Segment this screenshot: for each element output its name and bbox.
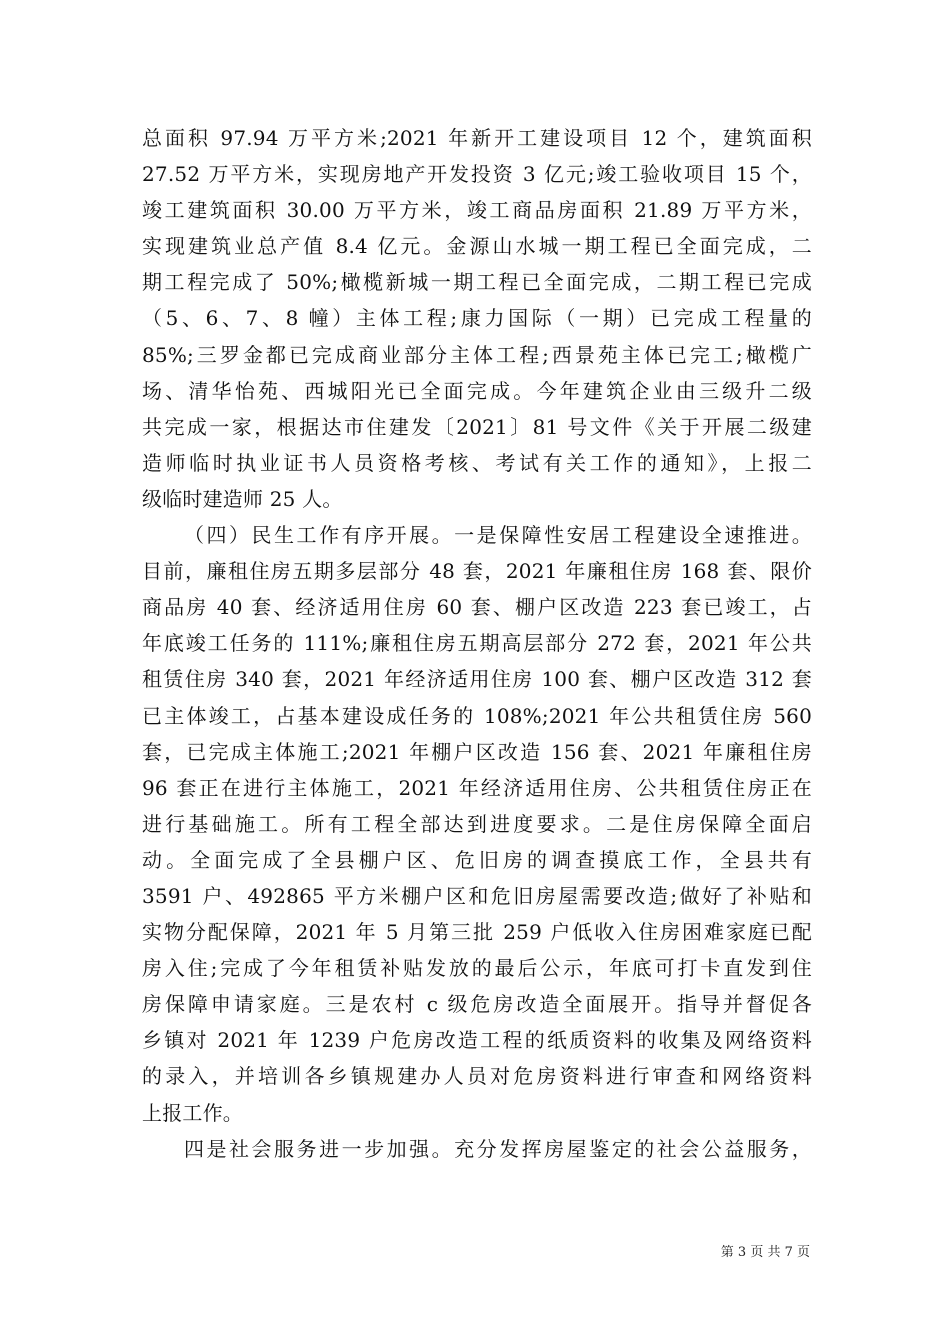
text-line: 总面积 97.94 万平方米;2021 年新开工建设项目 12 个，建筑面积 xyxy=(142,126,812,150)
text-line: 场、清华怡苑、西城阳光已全面完成。今年建筑企业由三级升二级 xyxy=(142,378,812,403)
text-line: 27.52 万平方米，实现房地产开发投资 3 亿元;竣工验收项目 15 个， xyxy=(142,162,812,187)
text-line: 乡镇对 2021 年 1239 户危房改造工程的纸质资料的收集及网络资料 xyxy=(142,1028,812,1053)
text-line: 实现建筑业总产值 8.4 亿元。金源山水城一期工程已全面完成，二 xyxy=(142,234,812,259)
text-line: 85%;三罗金都已完成商业部分主体工程;西景苑主体已完工;橄榄广 xyxy=(142,342,812,367)
text-line: 套，已完成主体施工;2021 年棚户区改造 156 套、2021 年廉租住房 xyxy=(142,739,812,764)
text-line: 四是社会服务进一步加强。充分发挥房屋鉴定的社会公益服务， xyxy=(184,1136,812,1161)
text-line: 租赁住房 340 套，2021 年经济适用住房 100 套、棚户区改造 312 套 xyxy=(142,667,812,692)
text-line: 进行基础施工。所有工程全部达到进度要求。二是住房保障全面启 xyxy=(142,811,812,836)
paragraph-livelihood-work xyxy=(142,517,812,1131)
text-line: 目前，廉租住房五期多层部分 48 套，2021 年廉租住房 168 套、限价 xyxy=(142,559,812,584)
text-line: 造师临时执业证书人员资格考核、考试有关工作的通知》，上报二 xyxy=(142,450,812,475)
text-line: 上报工作。 xyxy=(142,1100,243,1125)
text-line: 动。全面完成了全县棚户区、危旧房的调查摸底工作，全县共有 xyxy=(142,847,812,872)
text-line: 年底竣工任务的 111%;廉租住房五期高层部分 272 套，2021 年公共 xyxy=(142,631,812,656)
text-line: 房保障申请家庭。三是农村 c 级危房改造全面展开。指导并督促各 xyxy=(142,992,812,1017)
text-line: 竣工建筑面积 30.00 万平方米，竣工商品房面积 21.89 万平方米， xyxy=(142,198,812,223)
paragraph-construction-stats xyxy=(142,120,812,517)
paragraph-social-services xyxy=(142,1131,812,1167)
text-line: 级临时建造师 25 人。 xyxy=(142,486,343,511)
text-line: 期工程完成了 50%;橄榄新城一期工程已全面完成，二期工程已完成 xyxy=(142,270,812,295)
text-line: 房入住;完成了今年租赁补贴发放的最后公示，年底可打卡直发到住 xyxy=(142,956,812,981)
text-line: 实物分配保障，2021 年 5 月第三批 259 户低收入住房困难家庭已配 xyxy=(142,920,812,945)
text-line: 商品房 40 套、经济适用住房 60 套、棚户区改造 223 套已竣工，占 xyxy=(142,595,812,620)
text-line: 3591 户、492865 平方米棚户区和危旧房屋需要改造;做好了补贴和 xyxy=(142,883,812,908)
page-number-footer: 第 3 页 共 7 页 xyxy=(720,1245,810,1260)
document-body xyxy=(142,120,812,1167)
text-line: （四）民生工作有序开展。一是保障性安居工程建设全速推进。 xyxy=(184,523,812,548)
text-line: 96 套正在进行主体施工，2021 年经济适用住房、公共租赁住房正在 xyxy=(142,775,812,800)
text-line: （5、6、7、8 幢）主体工程;康力国际（一期）已完成工程量的 xyxy=(142,306,812,331)
text-line: 的录入，并培训各乡镇规建办人员对危房资料进行审查和网络资料 xyxy=(142,1064,812,1089)
text-line: 共完成一家，根据达市住建发〔2021〕81 号文件《关于开展二级建 xyxy=(142,414,812,439)
text-line: 已主体竣工，占基本建设成任务的 108%;2021 年公共租赁住房 560 xyxy=(142,703,812,728)
